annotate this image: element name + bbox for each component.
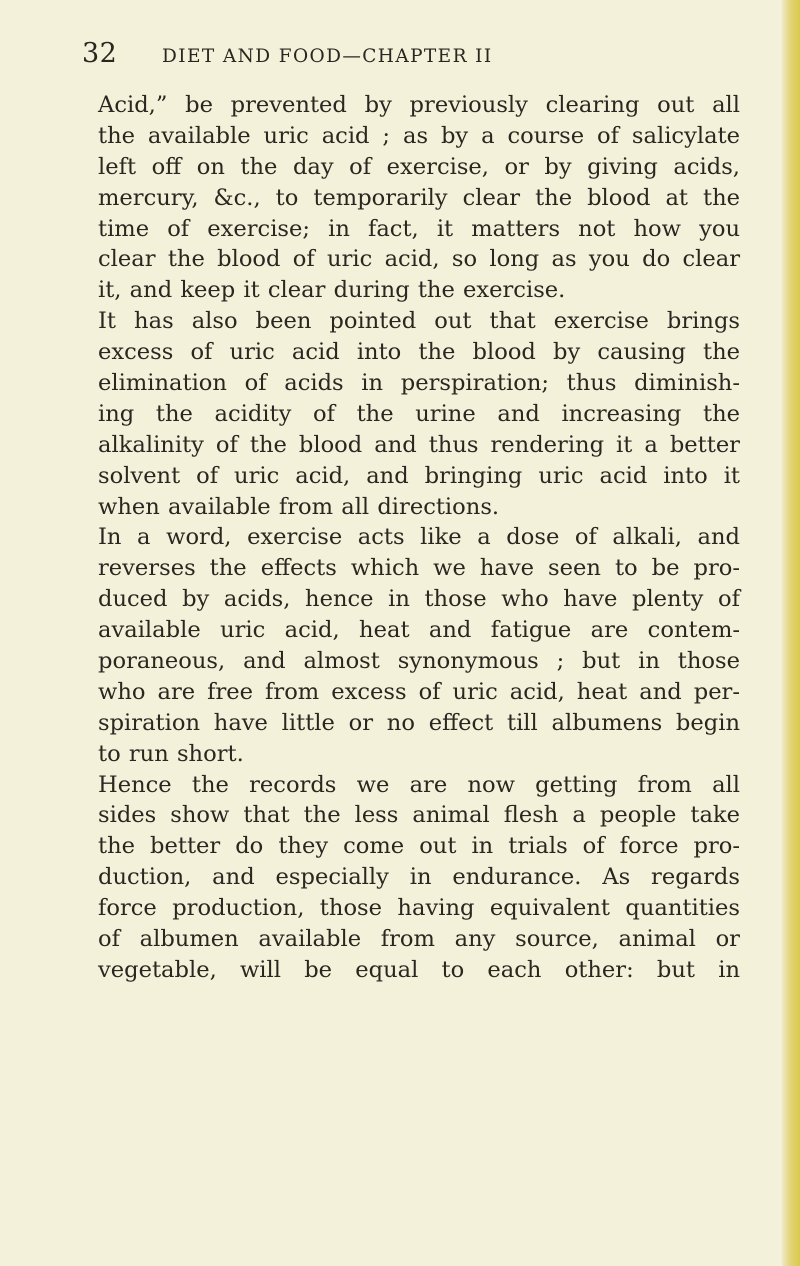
running-head: DIET AND FOOD—CHAPTER II [162, 46, 493, 67]
page-header [0, 34, 800, 74]
text-line: to run short. [98, 740, 244, 767]
text-line: solvent of uric acid, and bringing uric acid into it [98, 462, 740, 489]
text-line: of albumen available from any source, animal or [98, 926, 740, 953]
text-line: ing the acidity of the urine and increasing the [98, 400, 740, 427]
text-line: elimination of acids in perspiration; thus diminish- [98, 370, 740, 397]
body-text [98, 90, 740, 986]
text-line: sides show that the less animal flesh a people take [98, 802, 740, 829]
text-line: duced by acids, hence in those who have plenty of [98, 586, 740, 613]
text-line: vegetable, will be equal to each other: but in [98, 956, 740, 983]
page-edge [782, 0, 800, 1266]
text-line: force production, those having equivalent quantities [98, 895, 740, 922]
text-line: left off on the day of exercise, or by giving acids, [98, 153, 740, 180]
text-line: excess of uric acid into the blood by causing the [98, 339, 740, 366]
text-line: time of exercise; in fact, it matters not how you [98, 215, 740, 242]
text-line: poraneous, and almost synonymous ; but in those [98, 648, 740, 675]
page-number: 32 [82, 38, 118, 69]
text-line: available uric acid, heat and fatigue are contem- [98, 617, 740, 644]
text-line: Acid,” be prevented by previously clearing out all [98, 92, 740, 118]
text-line: who are free from excess of uric acid, heat and per- [98, 678, 740, 705]
text-line: the better do they come out in trials of force pro- [98, 833, 740, 860]
text-line: It has also been pointed out that exercise brings [98, 308, 740, 335]
text-line: the available uric acid ; as by a course of salicylate [98, 122, 740, 149]
text-line: In a word, exercise acts like a dose of alkali, and [98, 524, 740, 551]
text-line: it, and keep it clear during the exercise. [98, 277, 566, 304]
text-line: duction, and especially in endurance. As regards [98, 864, 740, 891]
text-line: Hence the records we are now getting from all [98, 771, 740, 798]
text-line: spiration have little or no effect till albumens begin [98, 709, 740, 736]
text-line: alkalinity of the blood and thus rendering it a better [98, 431, 740, 458]
text-line: mercury, &c., to temporarily clear the blood at the [98, 184, 740, 211]
text-line: reverses the effects which we have seen to be pro- [98, 555, 740, 582]
text-line: clear the blood of uric acid, so long as you do clear [98, 246, 740, 273]
text-line: when available from all directions. [98, 493, 500, 520]
